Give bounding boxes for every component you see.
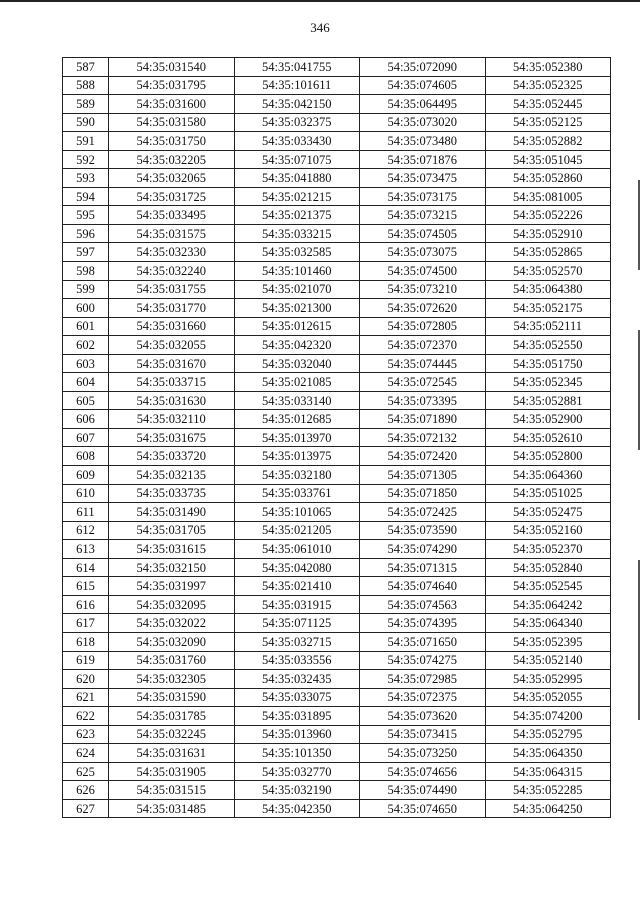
table-row [63,169,611,188]
cadastral-code-cell: 54:35:033075 [234,688,360,707]
table-body [63,58,611,818]
cadastral-code-cell: 54:35:013975 [234,447,360,466]
table-row [63,428,611,447]
cadastral-code-cell: 54:35:071850 [360,484,486,503]
cadastral-table [62,57,611,818]
row-number-cell: 596 [63,224,109,243]
cadastral-code-cell: 54:35:032190 [234,781,360,800]
table-row [63,113,611,132]
table-row [63,725,611,744]
cadastral-code-cell: 54:35:033735 [109,484,235,503]
cadastral-code-cell: 54:35:081005 [485,187,611,206]
table-row [63,76,611,95]
table-row [63,503,611,522]
cadastral-code-cell: 54:35:073250 [360,744,486,763]
cadastral-code-cell: 54:35:041755 [234,58,360,77]
cadastral-code-cell: 54:35:031615 [109,540,235,559]
cadastral-code-cell: 54:35:052995 [485,670,611,689]
cadastral-code-cell: 54:35:021085 [234,373,360,392]
table-row [63,521,611,540]
cadastral-code-cell: 54:35:021375 [234,206,360,225]
cadastral-code-cell: 54:35:052285 [485,781,611,800]
cadastral-code-cell: 54:35:074395 [360,614,486,633]
cadastral-code-cell: 54:35:072620 [360,299,486,318]
cadastral-code-cell: 54:35:071890 [360,410,486,429]
cadastral-code-cell: 54:35:073590 [360,521,486,540]
cadastral-code-cell: 54:35:032110 [109,410,235,429]
row-number-cell: 601 [63,317,109,336]
row-number-cell: 593 [63,169,109,188]
cadastral-code-cell: 54:35:074275 [360,651,486,670]
row-number-cell: 619 [63,651,109,670]
cadastral-code-cell: 54:35:031580 [109,113,235,132]
table-row [63,688,611,707]
row-number-cell: 597 [63,243,109,262]
table-row [63,132,611,151]
table-row [63,744,611,763]
cadastral-code-cell: 54:35:061010 [234,540,360,559]
cadastral-code-cell: 54:35:052160 [485,521,611,540]
cadastral-code-cell: 54:35:032715 [234,632,360,651]
table-row [63,614,611,633]
table-row [63,707,611,726]
row-number-cell: 607 [63,428,109,447]
table-row [63,670,611,689]
cadastral-code-cell: 54:35:031675 [109,428,235,447]
cadastral-code-cell: 54:35:073215 [360,206,486,225]
cadastral-code-cell: 54:35:052345 [485,373,611,392]
cadastral-code-cell: 54:35:031905 [109,762,235,781]
cadastral-code-cell: 54:35:032375 [234,113,360,132]
table-row [63,58,611,77]
cadastral-code-cell: 54:35:052900 [485,410,611,429]
cadastral-code-cell: 54:35:031540 [109,58,235,77]
row-number-cell: 612 [63,521,109,540]
cadastral-code-cell: 54:35:052570 [485,262,611,281]
cadastral-code-cell: 54:35:033495 [109,206,235,225]
cadastral-code-cell: 54:35:064380 [485,280,611,299]
row-number-cell: 602 [63,336,109,355]
table-row [63,354,611,373]
cadastral-code-cell: 54:35:033715 [109,373,235,392]
row-number-cell: 622 [63,707,109,726]
cadastral-code-cell: 54:35:032435 [234,670,360,689]
cadastral-code-cell: 54:35:074650 [360,799,486,818]
table-row [63,447,611,466]
cadastral-code-cell: 54:35:042150 [234,95,360,114]
cadastral-code-cell: 54:35:031630 [109,391,235,410]
cadastral-code-cell: 54:35:101611 [234,76,360,95]
table-row [63,595,611,614]
cadastral-code-cell: 54:35:031915 [234,595,360,614]
cadastral-code-cell: 54:35:071125 [234,614,360,633]
cadastral-code-cell: 54:35:052380 [485,58,611,77]
row-number-cell: 590 [63,113,109,132]
row-number-cell: 625 [63,762,109,781]
cadastral-code-cell: 54:35:074200 [485,707,611,726]
cadastral-code-cell: 54:35:033556 [234,651,360,670]
row-number-cell: 620 [63,670,109,689]
cadastral-code-cell: 54:35:064250 [485,799,611,818]
row-number-cell: 598 [63,262,109,281]
table-row [63,280,611,299]
cadastral-code-cell: 54:35:031705 [109,521,235,540]
row-number-cell: 615 [63,577,109,596]
cadastral-code-cell: 54:35:073020 [360,113,486,132]
cadastral-code-cell: 54:35:052865 [485,243,611,262]
cadastral-code-cell: 54:35:012685 [234,410,360,429]
cadastral-code-cell: 54:35:071075 [234,150,360,169]
table-row [63,558,611,577]
cadastral-code-cell: 54:35:073620 [360,707,486,726]
cadastral-code-cell: 54:35:032240 [109,262,235,281]
cadastral-code-cell: 54:35:101350 [234,744,360,763]
cadastral-code-cell: 54:35:052125 [485,113,611,132]
cadastral-code-cell: 54:35:031490 [109,503,235,522]
cadastral-code-cell: 54:35:031515 [109,781,235,800]
table-row [63,799,611,818]
cadastral-code-cell: 54:35:041880 [234,169,360,188]
cadastral-code-cell: 54:35:031485 [109,799,235,818]
cadastral-code-cell: 54:35:031600 [109,95,235,114]
cadastral-code-cell: 54:35:071305 [360,466,486,485]
cadastral-code-cell: 54:35:073395 [360,391,486,410]
cadastral-code-cell: 54:35:052140 [485,651,611,670]
table-row [63,299,611,318]
cadastral-code-cell: 54:35:031770 [109,299,235,318]
cadastral-code-cell: 54:35:032585 [234,243,360,262]
cadastral-code-cell: 54:35:012615 [234,317,360,336]
cadastral-code-cell: 54:35:064350 [485,744,611,763]
cadastral-code-cell: 54:35:031895 [234,707,360,726]
cadastral-code-cell: 54:35:052910 [485,224,611,243]
cadastral-code-cell: 54:35:052795 [485,725,611,744]
row-number-cell: 603 [63,354,109,373]
table-row [63,224,611,243]
row-number-cell: 595 [63,206,109,225]
table-row [63,577,611,596]
row-number-cell: 589 [63,95,109,114]
table-row [63,762,611,781]
cadastral-code-cell: 54:35:074490 [360,781,486,800]
cadastral-code-cell: 54:35:072805 [360,317,486,336]
cadastral-code-cell: 54:35:031590 [109,688,235,707]
cadastral-code-cell: 54:35:031760 [109,651,235,670]
cadastral-code-cell: 54:35:031725 [109,187,235,206]
cadastral-code-cell: 54:35:052800 [485,447,611,466]
cadastral-code-cell: 54:35:073415 [360,725,486,744]
cadastral-code-cell: 54:35:052445 [485,95,611,114]
table-row [63,187,611,206]
cadastral-code-cell: 54:35:051025 [485,484,611,503]
cadastral-code-cell: 54:35:052111 [485,317,611,336]
cadastral-code-cell: 54:35:032040 [234,354,360,373]
row-number-cell: 606 [63,410,109,429]
cadastral-code-cell: 54:35:032770 [234,762,360,781]
cadastral-code-cell: 54:35:031660 [109,317,235,336]
cadastral-code-cell: 54:35:064242 [485,595,611,614]
table-row [63,317,611,336]
row-number-cell: 616 [63,595,109,614]
row-number-cell: 626 [63,781,109,800]
cadastral-code-cell: 54:35:064360 [485,466,611,485]
cadastral-code-cell: 54:35:072370 [360,336,486,355]
cadastral-code-cell: 54:35:052860 [485,169,611,188]
cadastral-code-cell: 54:35:071650 [360,632,486,651]
table-row [63,466,611,485]
cadastral-code-cell: 54:35:033761 [234,484,360,503]
cadastral-code-cell: 54:35:021070 [234,280,360,299]
cadastral-code-cell: 54:35:073475 [360,169,486,188]
cadastral-code-cell: 54:35:071315 [360,558,486,577]
table-row [63,651,611,670]
cadastral-code-cell: 54:35:101460 [234,262,360,281]
cadastral-code-cell: 54:35:031670 [109,354,235,373]
cadastral-code-cell: 54:35:072375 [360,688,486,707]
table-row [63,373,611,392]
cadastral-code-cell: 54:35:073480 [360,132,486,151]
row-number-cell: 609 [63,466,109,485]
cadastral-code-cell: 54:35:033430 [234,132,360,151]
cadastral-code-cell: 54:35:074563 [360,595,486,614]
cadastral-code-cell: 54:35:064340 [485,614,611,633]
cadastral-code-cell: 54:35:031750 [109,132,235,151]
cadastral-code-cell: 54:35:052840 [485,558,611,577]
cadastral-code-cell: 54:35:013960 [234,725,360,744]
cadastral-code-cell: 54:35:013970 [234,428,360,447]
cadastral-code-cell: 54:35:052881 [485,391,611,410]
cadastral-code-cell: 54:35:032245 [109,725,235,744]
table-row [63,540,611,559]
cadastral-code-cell: 54:35:032055 [109,336,235,355]
row-number-cell: 610 [63,484,109,503]
cadastral-code-cell: 54:35:072425 [360,503,486,522]
cadastral-code-cell: 54:35:042350 [234,799,360,818]
table-row [63,484,611,503]
cadastral-code-cell: 54:35:074290 [360,540,486,559]
cadastral-code-cell: 54:35:031755 [109,280,235,299]
cadastral-code-cell: 54:35:074445 [360,354,486,373]
cadastral-code-cell: 54:35:071876 [360,150,486,169]
cadastral-code-cell: 54:35:073175 [360,187,486,206]
row-number-cell: 605 [63,391,109,410]
cadastral-code-cell: 54:35:032305 [109,670,235,689]
cadastral-code-cell: 54:35:072132 [360,428,486,447]
row-number-cell: 627 [63,799,109,818]
cadastral-code-cell: 54:35:021300 [234,299,360,318]
cadastral-code-cell: 54:35:042320 [234,336,360,355]
table-row [63,781,611,800]
row-number-cell: 591 [63,132,109,151]
cadastral-code-cell: 54:35:072420 [360,447,486,466]
cadastral-code-cell: 54:35:052325 [485,76,611,95]
cadastral-code-cell: 54:35:064495 [360,95,486,114]
row-number-cell: 608 [63,447,109,466]
table-row [63,95,611,114]
cadastral-code-cell: 54:35:032330 [109,243,235,262]
cadastral-code-cell: 54:35:033140 [234,391,360,410]
cadastral-code-cell: 54:35:072090 [360,58,486,77]
cadastral-code-cell: 54:35:052882 [485,132,611,151]
cadastral-code-cell: 54:35:021215 [234,187,360,206]
cadastral-code-cell: 54:35:031795 [109,76,235,95]
cadastral-code-cell: 54:35:033720 [109,447,235,466]
cadastral-code-cell: 54:35:074656 [360,762,486,781]
cadastral-code-cell: 54:35:052370 [485,540,611,559]
cadastral-code-cell: 54:35:052550 [485,336,611,355]
row-number-cell: 613 [63,540,109,559]
cadastral-code-cell: 54:35:032090 [109,632,235,651]
cadastral-code-cell: 54:35:073075 [360,243,486,262]
row-number-cell: 594 [63,187,109,206]
table-row [63,243,611,262]
table-row [63,391,611,410]
top-border-rule [0,0,640,2]
cadastral-code-cell: 54:35:074640 [360,577,486,596]
cadastral-code-cell: 54:35:033215 [234,224,360,243]
row-number-cell: 614 [63,558,109,577]
table-row [63,336,611,355]
row-number-cell: 618 [63,632,109,651]
cadastral-code-cell: 54:35:021205 [234,521,360,540]
cadastral-code-cell: 54:35:074505 [360,224,486,243]
cadastral-code-cell: 54:35:032095 [109,595,235,614]
cadastral-code-cell: 54:35:032205 [109,150,235,169]
table-row [63,632,611,651]
table-row [63,150,611,169]
cadastral-code-cell: 54:35:031785 [109,707,235,726]
cadastral-code-cell: 54:35:052226 [485,206,611,225]
cadastral-code-cell: 54:35:052610 [485,428,611,447]
page-number: 346 [310,20,330,35]
row-number-cell: 611 [63,503,109,522]
row-number-cell: 592 [63,150,109,169]
cadastral-code-cell: 54:35:031997 [109,577,235,596]
cadastral-code-cell: 54:35:074605 [360,76,486,95]
cadastral-code-cell: 54:35:101065 [234,503,360,522]
cadastral-code-cell: 54:35:073210 [360,280,486,299]
cadastral-code-cell: 54:35:074500 [360,262,486,281]
row-number-cell: 587 [63,58,109,77]
cadastral-code-cell: 54:35:032180 [234,466,360,485]
cadastral-code-cell: 54:35:052475 [485,503,611,522]
cadastral-code-cell: 54:35:042080 [234,558,360,577]
row-number-cell: 621 [63,688,109,707]
cadastral-code-cell: 54:35:051045 [485,150,611,169]
row-number-cell: 588 [63,76,109,95]
cadastral-code-cell: 54:35:052395 [485,632,611,651]
cadastral-code-cell: 54:35:072985 [360,670,486,689]
cadastral-code-cell: 54:35:072545 [360,373,486,392]
cadastral-code-cell: 54:35:031631 [109,744,235,763]
cadastral-code-cell: 54:35:032150 [109,558,235,577]
cadastral-code-cell: 54:35:021410 [234,577,360,596]
cadastral-code-cell: 54:35:051750 [485,354,611,373]
table-row [63,262,611,281]
cadastral-code-cell: 54:35:052175 [485,299,611,318]
row-number-cell: 600 [63,299,109,318]
cadastral-code-cell: 54:35:032135 [109,466,235,485]
cadastral-code-cell: 54:35:052055 [485,688,611,707]
table-row [63,206,611,225]
cadastral-code-cell: 54:35:032065 [109,169,235,188]
row-number-cell: 624 [63,744,109,763]
row-number-cell: 604 [63,373,109,392]
cadastral-code-cell: 54:35:064315 [485,762,611,781]
cadastral-code-cell: 54:35:032022 [109,614,235,633]
row-number-cell: 599 [63,280,109,299]
table-row [63,410,611,429]
row-number-cell: 617 [63,614,109,633]
cadastral-code-cell: 54:35:031575 [109,224,235,243]
cadastral-code-cell: 54:35:052545 [485,577,611,596]
row-number-cell: 623 [63,725,109,744]
